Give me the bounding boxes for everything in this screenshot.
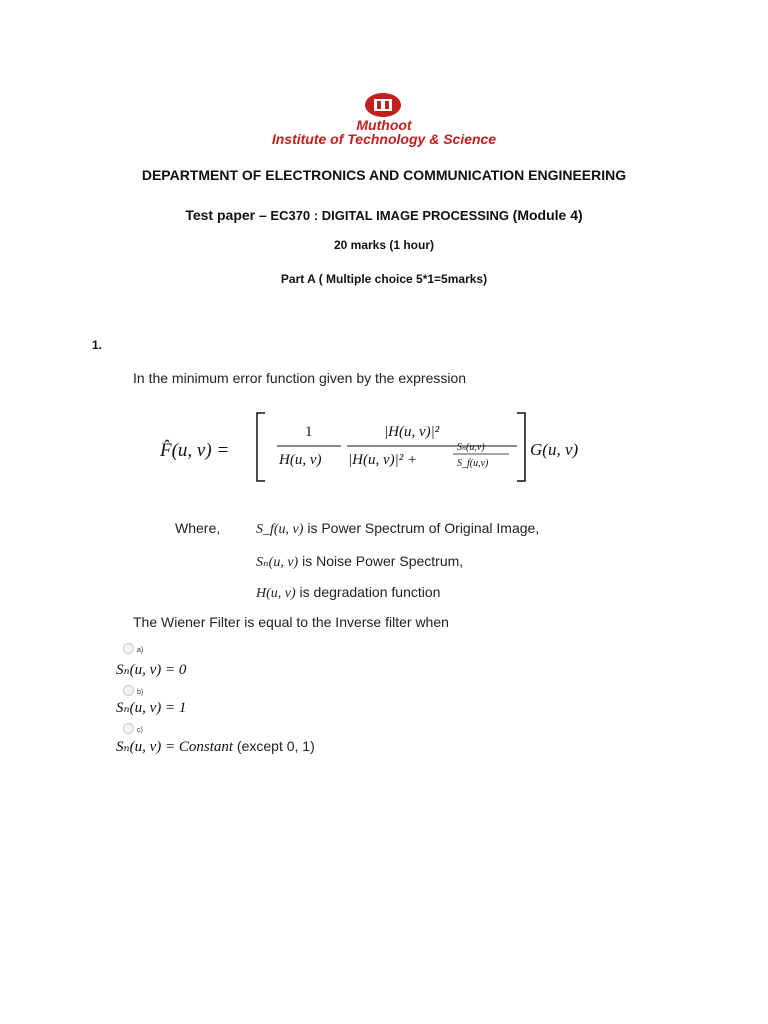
where-label: Where, <box>175 520 221 536</box>
where-text: is degradation function <box>295 584 441 600</box>
where-symbol: H(u, v) <box>256 586 296 601</box>
option-b-radio[interactable] <box>123 685 134 696</box>
where-symbol: Sₙ(u, v) <box>256 555 299 570</box>
where-line-sf <box>256 520 539 538</box>
formula-denominator-2: |H(u, v)|² + <box>348 452 418 468</box>
logo-name: Muthoot <box>356 117 412 133</box>
option-c-formula: Sₙ(u, v) = Constant <box>116 739 234 755</box>
formula-ratio-numerator: Sₙ(u,v) <box>457 442 485 453</box>
option-a-expression[interactable]: Sₙ(u, v) = 0 <box>116 662 187 678</box>
where-text: is Noise Power Spectrum, <box>298 553 464 569</box>
option-a-radio[interactable] <box>123 643 134 654</box>
option-c-radio[interactable] <box>123 723 134 734</box>
option-c-note: (except 0, 1) <box>233 738 315 754</box>
question-number: 1. <box>92 338 103 352</box>
where-line-sn <box>256 553 463 571</box>
option-b-label: b) <box>137 689 144 696</box>
formula-lhs: F̂(u, v) = <box>160 440 230 461</box>
option-c-expression[interactable] <box>116 737 315 756</box>
question-intro: In the minimum error function given by the expression <box>133 370 467 386</box>
option-b-expression[interactable]: Sₙ(u, v) = 1 <box>116 700 187 716</box>
marks-line: 20 marks (1 hour) <box>333 238 435 252</box>
option-c-label: c) <box>137 727 143 734</box>
test-paper-label: Test paper – <box>185 207 267 223</box>
course-title: EC370 : DIGITAL IMAGE PROCESSING <box>270 208 510 223</box>
department-heading: DEPARTMENT OF ELECTRONICS AND COMMUNICATION ENGINEERING <box>141 167 627 183</box>
where-text: is Power Spectrum of Original Image, <box>303 520 540 536</box>
test-paper-line <box>0 207 768 223</box>
formula-rhs: G(u, v) <box>530 440 579 459</box>
where-symbol: S_f(u, v) <box>256 522 304 537</box>
where-line-h <box>256 584 440 602</box>
institute-logo-icon <box>364 92 402 118</box>
formula-brackets <box>255 411 527 483</box>
question-prompt: The Wiener Filter is equal to the Inverse filter when <box>133 614 449 630</box>
option-a-label: a) <box>137 647 144 654</box>
formula-numerator-2: |H(u, v)|² <box>384 424 440 440</box>
formula-denominator-1: H(u, v) <box>279 452 322 468</box>
module-label: (Module 4) <box>512 207 583 223</box>
part-a-heading: Part A ( Multiple choice 5*1=5marks) <box>280 272 488 286</box>
formula-ratio-denominator: S_f(u,v) <box>457 458 489 469</box>
logo-subtitle: Institute of Technology & Science <box>271 131 497 147</box>
formula-numerator-1: 1 <box>305 424 313 440</box>
